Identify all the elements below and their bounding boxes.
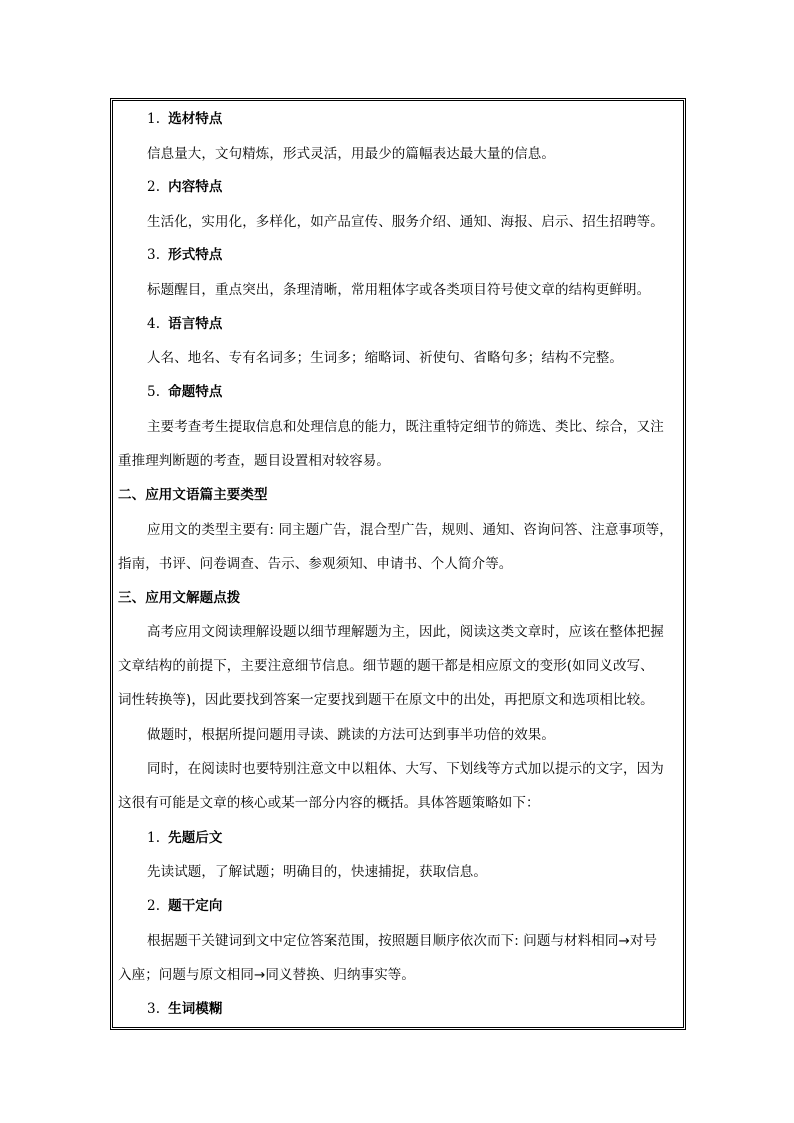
heading-form-features: 3. 形式特点 [147,247,223,263]
heading-stem-orientation: 2. 题干定向 [147,898,223,914]
heading-questions-first: 1. 先题后文 [147,830,223,846]
paragraph: 词性转换等)，因此要找到答案一定要找到题干在原文中的出处，再把原文和选项相比较。 [118,692,654,708]
paragraph: 信息量大，文句精炼，形式灵活，用最少的篇幅表达最大量的信息。 [147,146,555,162]
section-heading-types: 二、应用文语篇主要类型 [118,487,268,503]
paragraph: 生活化，实用化，多样化，如产品宣传、服务介绍、通知、海报、启示、招生招聘等。 [147,214,664,230]
paragraph: 人名、地名、专有名词多；生词多；缩略词、祈使句、省略句多；结构不完整。 [147,350,623,366]
paragraph: 这很有可能是文章的核心或某一部分内容的概括。具体答题策略如下： [118,795,540,811]
heading-vague-words: 3. 生词模糊 [147,1001,223,1017]
paragraph: 先读试题，了解试题；明确目的，快速捕捉，获取信息。 [147,864,487,880]
section-heading-tips: 三、应用文解题点拨 [118,590,241,606]
paragraph: 主要考查考生提取信息和处理信息的能力，既注重特定细节的筛选、类比、综合，又注 [147,419,664,435]
paragraph: 标题醒目，重点突出，条理清晰，常用粗体字或各类项目符号使文章的结构更鲜明。 [147,282,651,298]
heading-language-features: 4. 语言特点 [147,316,223,332]
paragraph: 根据题干关键词到文中定位答案范围，按照题目顺序依次而下: 问题与材料相同→对号 [147,933,658,949]
heading-question-features: 5. 命题特点 [147,384,223,400]
heading-content-features: 2. 内容特点 [147,179,223,195]
paragraph: 重推理判断题的考查，题目设置相对较容易。 [118,453,390,469]
heading-selection-features: 1. 选材特点 [147,111,223,127]
paragraph: 高考应用文阅读理解设题以细节理解题为主，因此，阅读这类文章时，应该在整体把握 [147,624,664,640]
paragraph: 指南，书评、问卷调查、告示、参观须知、申请书、个人简介等。 [118,556,513,572]
paragraph: 文章结构的前提下，主要注意细节信息。细节题的题干都是相应原文的变形(如同义改写、 [118,658,654,674]
paragraph: 同时，在阅读时也要特别注意文中以粗体、大写、下划线等方式加以提示的文字，因为 [147,761,664,777]
paragraph: 做题时，根据所提问题用寻读、跳读的方法可达到事半功倍的效果。 [147,727,555,743]
paragraph: 入座；问题与原文相同→同义替换、归纳事实等。 [118,967,416,983]
paragraph: 应用文的类型主要有: 同主题广告，混合型广告，规则、通知、咨询问答、注意事项等， [147,522,673,538]
